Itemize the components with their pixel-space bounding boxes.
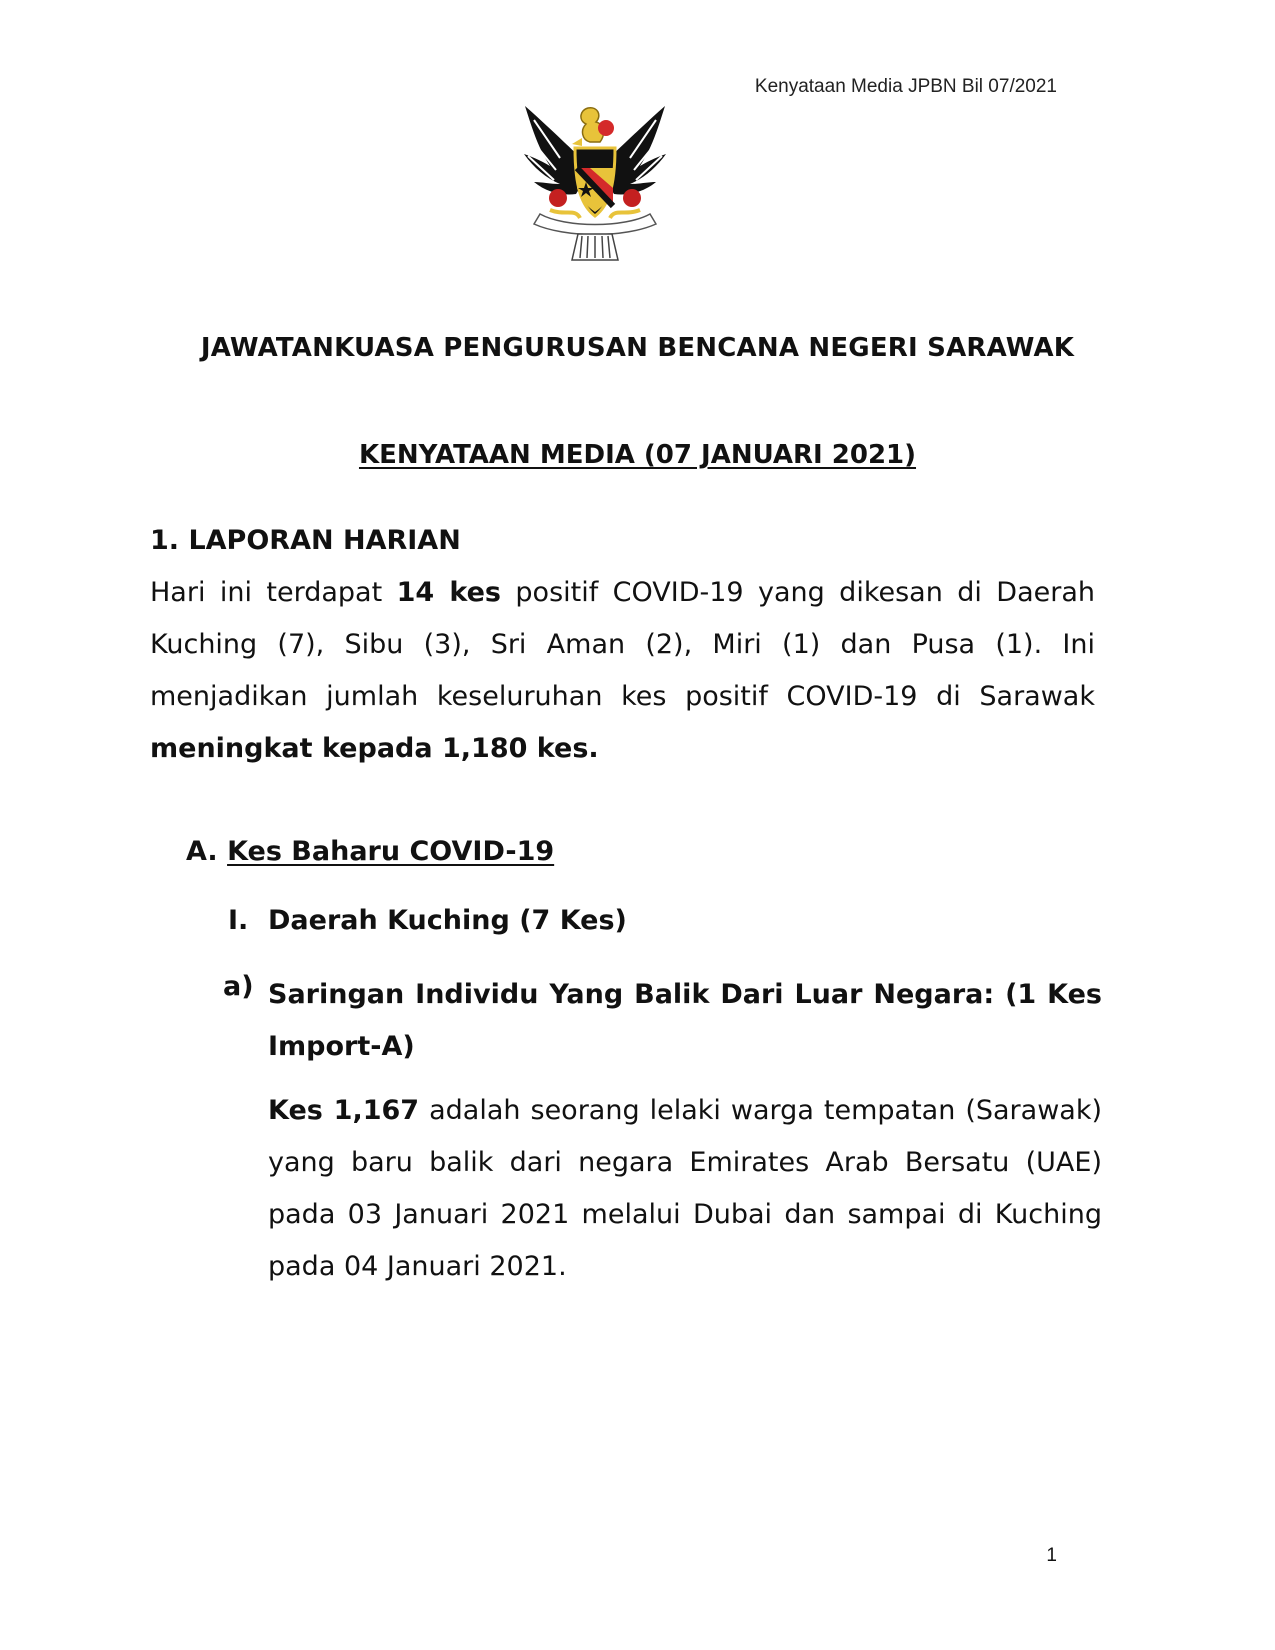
statement-title: KENYATAAN MEDIA (07 JANUARI 2021) <box>358 440 917 470</box>
page-number: 1 <box>1046 1545 1057 1566</box>
paragraph-text: Hari ini terdapat <box>150 577 397 608</box>
district-title: Daerah Kuching (7 Kes) <box>268 905 627 936</box>
district-heading <box>228 905 627 936</box>
organization-title: JAWATANKUASA PENGURUSAN BENCANA NEGERI SARAWAK <box>200 333 1075 363</box>
case-paragraph <box>268 1085 1102 1293</box>
document-reference: Kenyataan Media JPBN Bil 07/2021 <box>754 76 1057 97</box>
subsection-heading-a <box>186 836 554 867</box>
item-number: a) <box>223 971 254 1002</box>
daily-report-paragraph <box>150 567 1095 775</box>
total-cases: meningkat kepada 1,180 kes. <box>150 733 599 764</box>
screening-heading: Saringan Individu Yang Balik Dari Luar Negara: (1 Kes Import-A) <box>268 979 1102 1062</box>
subsection-title: Kes Baharu COVID-19 <box>227 836 555 867</box>
district-number: I. <box>228 905 249 936</box>
paragraph-text: positif COVID-19 yang dikesan di Daerah Kuching (7), Sibu (3), Sri Aman (2), Miri (1) dan Pusa (1). Ini menjadikan jumlah keseluruhan kes positif COVID-19 di Sarawak <box>150 577 1095 712</box>
subsection-prefix: A. <box>186 836 218 867</box>
coat-of-arms-icon <box>520 98 670 266</box>
section-heading: 1. LAPORAN HARIAN <box>150 525 461 556</box>
case-number: Kes 1,167 <box>268 1095 420 1126</box>
new-cases-count: 14 kes <box>396 577 501 608</box>
case-text: adalah seorang lelaki warga tempatan (Sarawak) yang baru balik dari negara Emirates Arab Bersatu (UAE) pada 03 Januari 2021 melalui Dubai dan sampai di Kuching pada 04 Januari 2021. <box>268 1095 1102 1282</box>
